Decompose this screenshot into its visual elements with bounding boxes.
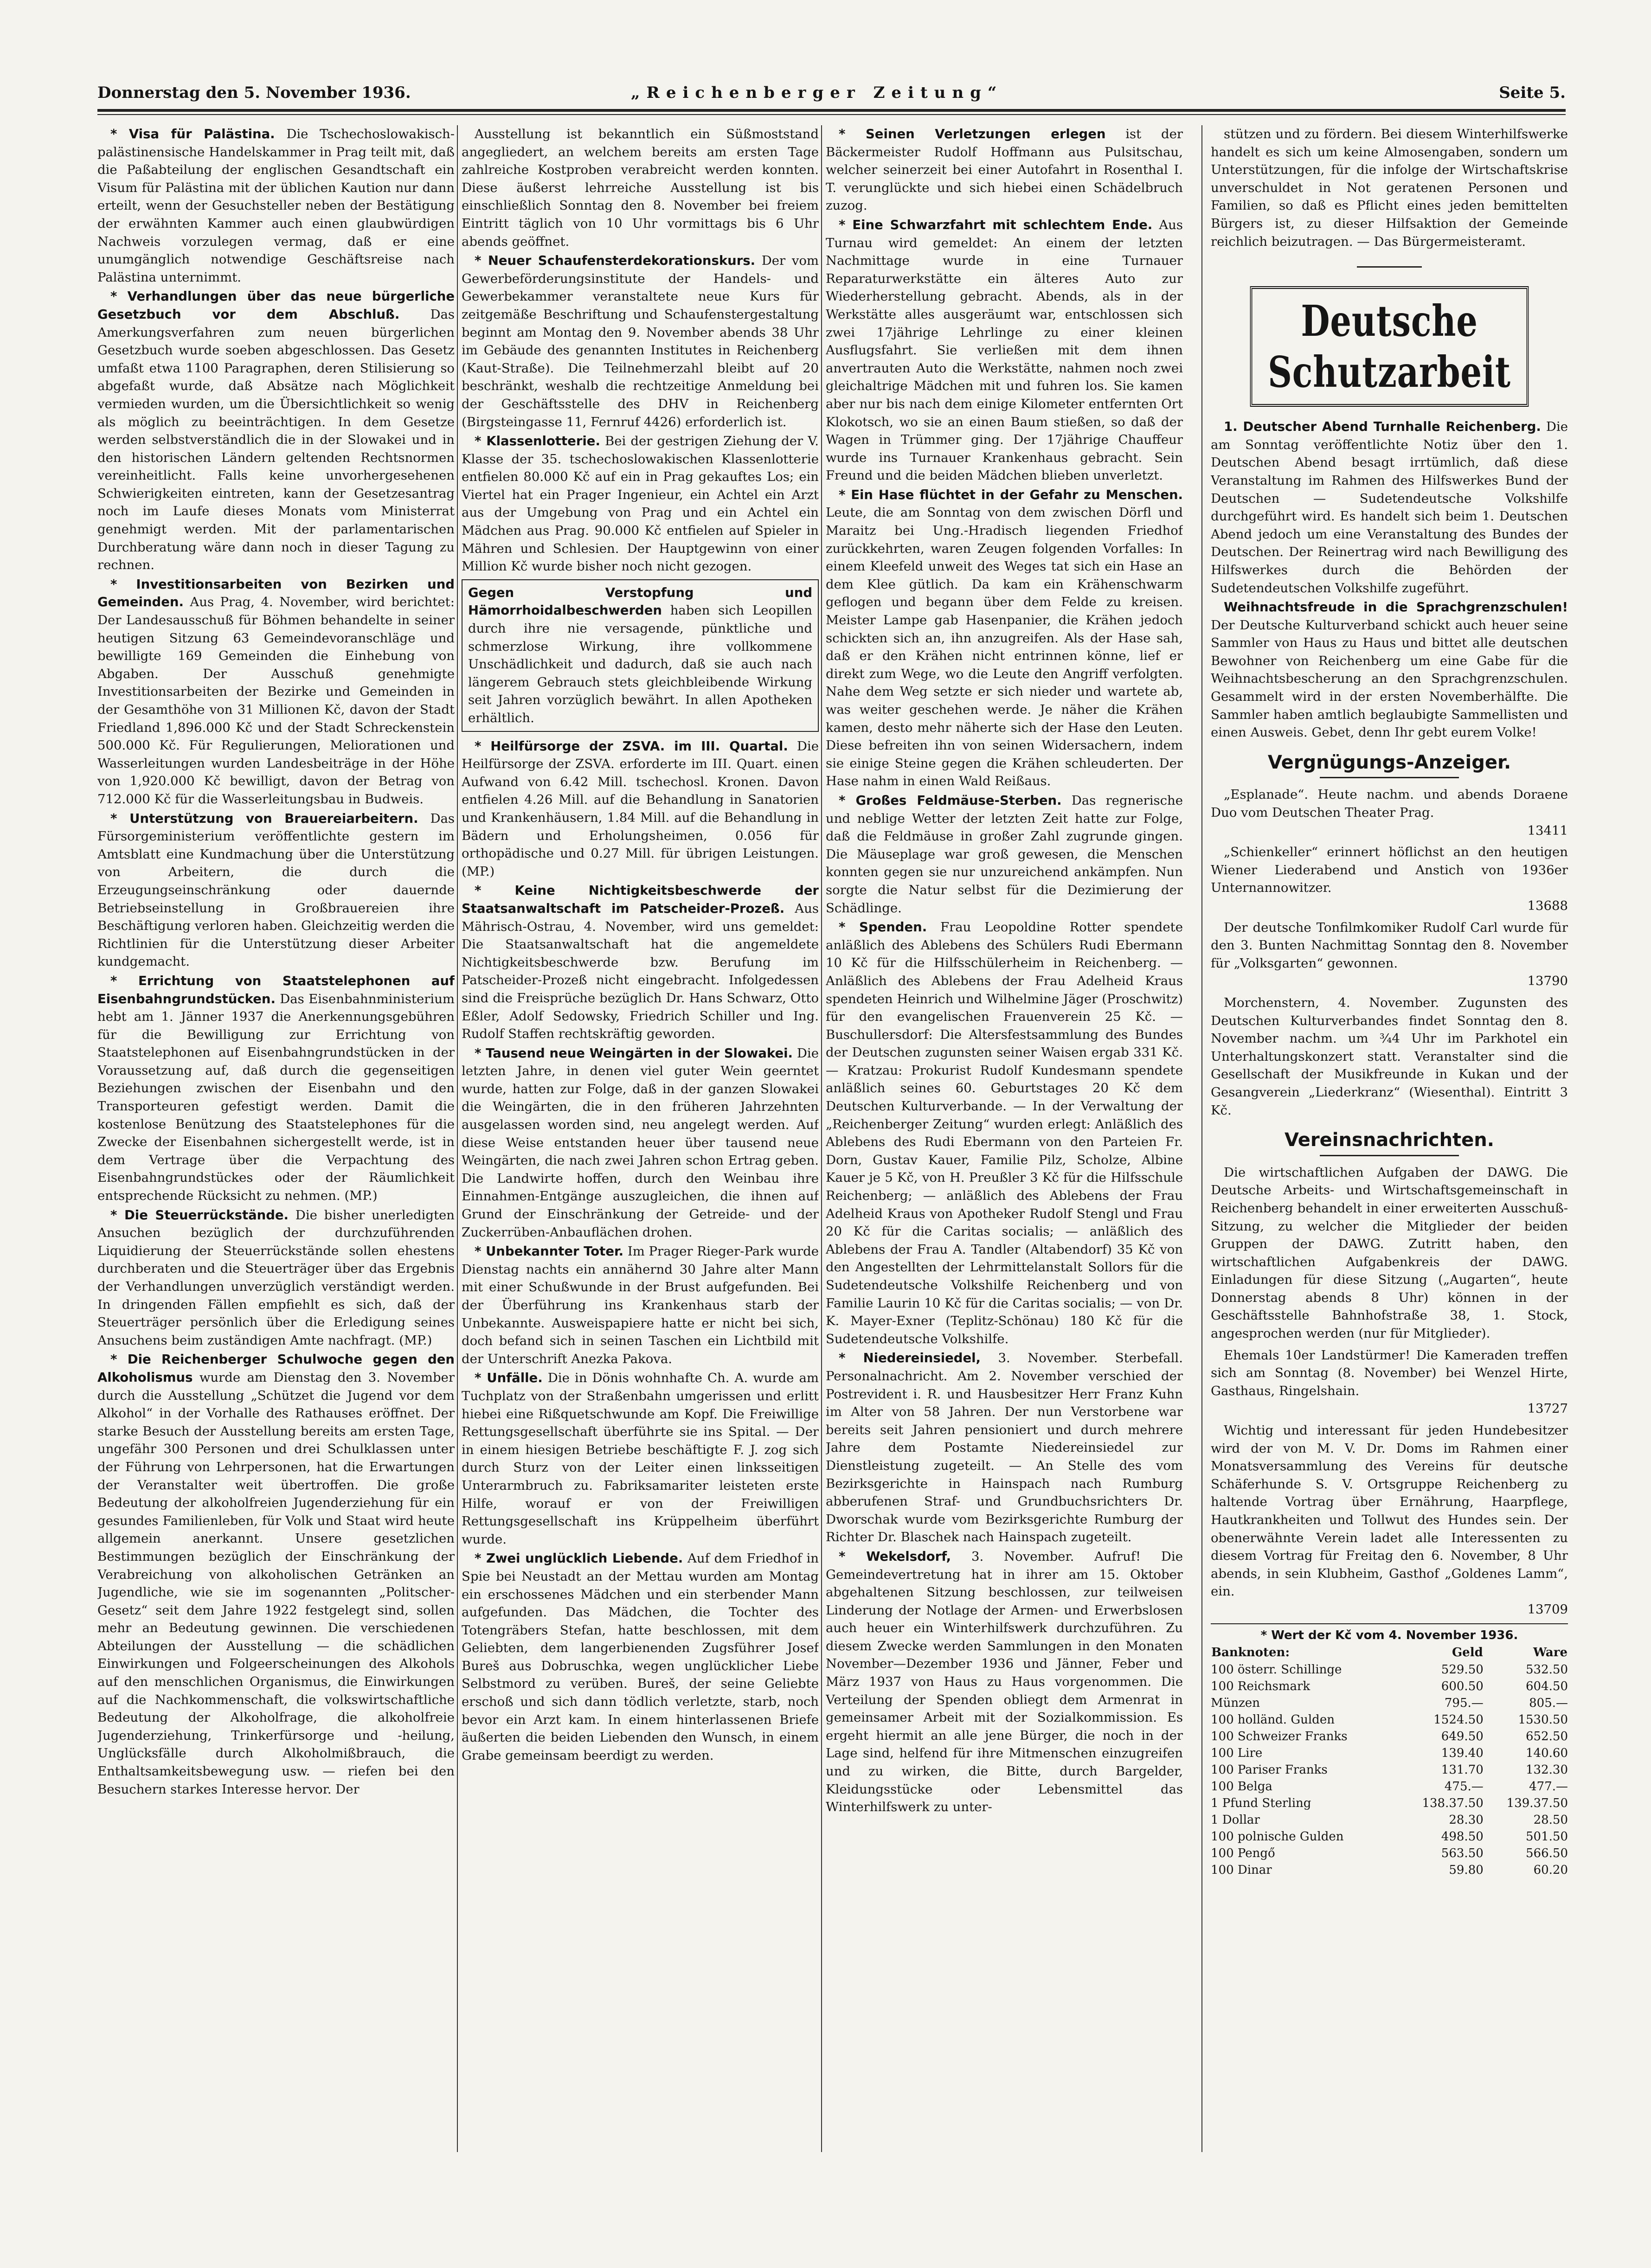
- article: [97, 125, 455, 286]
- currency-name: 1 Pfund Sterling: [1211, 1796, 1311, 1810]
- article-paragraph: [462, 125, 819, 250]
- article: [462, 1044, 819, 1242]
- advertisement: [462, 579, 819, 732]
- rate-sell: 532.50: [1526, 1662, 1568, 1677]
- article: [97, 972, 455, 1205]
- article-body: Der vom Gewerbeförderungsinstitute der Handels- und Gewerbekammer veranstaltete neue Kurs für zeitgemäße Beschriftung und Schaufenstergestaltung beginnt am Montag den 9. November abends 38 Uhr im Gebäude des genannten Institutes in Reichenberg (Kaut-Straße). Die Teilnehmerzahl bleibt auf 20 beschränkt, weshalb die rechtzeitige Anmeldung bei der Geschäftsstelle des DHV in Reichenberg (Birgsteingasse 11, Fernruf 4426) erforderlich ist.: [462, 253, 819, 429]
- rate-buy: 475.—: [1444, 1779, 1484, 1794]
- article-body: Die in Dönis wohnhafte Ch. A. wurde am Tuchplatz von der Straßenbahn umgerissen und erlitt hiebei eine Rißquetschwunde am Kopf. Die Freiwillige Rettungsgesellschaft überführte sie ins Spital. — Der in einem hiesigen Betriebe beschäftigte F. J. zog sich durch Sturz von der Leiter einen linksseitigen Unterarmbruch zu. Fabriksamariter leisteten erste Hilfe, worauf er von der Freiwilligen Rettungsgesellschaft ins Krüppelheim überführt wurde.: [462, 1371, 819, 1547]
- column-divider: [821, 125, 822, 2152]
- article: [462, 1369, 819, 1548]
- article-paragraph: [462, 1243, 819, 1368]
- article: [826, 1349, 1183, 1546]
- notice-item: [1211, 843, 1568, 915]
- article-paragraph: [826, 792, 1183, 917]
- article-body: ist der Bäckermeister Rudolf Hoffmann aus Pulsitschau, welcher seinerzeit bei einer Autofahrt in Rosenthal I. T. verunglückte und sich hiebei einen Schädelbruch zuzog.: [826, 127, 1183, 213]
- article-paragraph: [462, 1044, 819, 1242]
- notice-paragraph: [1211, 919, 1568, 973]
- article-paragraph: [462, 252, 819, 431]
- notice-item: [1211, 1422, 1568, 1619]
- rate-sell: 501.50: [1526, 1829, 1568, 1844]
- currency-name: 100 Dinar: [1211, 1863, 1272, 1877]
- article-body: wurde am Dienstag den 3. November durch die Ausstellung „Schützet die Jugend vor dem Alkohol“ in der Vorhalle des Rathauses eröffnet. Der starke Besuch der Ausstellung bereits am ersten Tage, ungefähr 300 Personen und drei Schulklassen unter der Führung von Lehrpersonen, hat die Erwartungen der Veranstalter weit übertroffen. Die große Bedeutung der alkoholfreien Jugenderziehung für ein gesundes Familienleben, für Volk und Staat wird heute allgemein anerkannt. Unsere gesetzlichen Bestimmungen bezüglich der Einschränkung der Verabreichung von alkoholischen Getränken an Jugendliche, wie sie im sogenannten „Politscher-Gesetz“ seit dem Jahre 1922 festgelegt sind, sollen mehr an Bedeutung gewinnen. Die verschiedenen Abteilungen der Ausstellung — die schädlichen Einwirkungen und Folgeerscheinungen des Alkohols auf den menschlichen Organismus, die Einwirkungen auf die Nachkommenschaft, die volkswirtschaftliche Bedeutung der Alkoholfrage, die alkoholfreie Jugenderziehung, Trinkerfürsorge und -heilung, Unglücksfälle durch Alkoholmißbrauch, die Enthaltsamkeitsbewegung usw. — riefen bei den Besuchern starkes Interesse hervor. Der: [97, 1370, 455, 1797]
- table-header-row: [1211, 1644, 1568, 1661]
- article-paragraph: [97, 810, 455, 971]
- column-1: [97, 125, 455, 2152]
- article: [826, 918, 1183, 1348]
- section-underline: [1320, 1155, 1459, 1156]
- article-continuation: stützen und zu fördern. Bei diesem Winterhilfswerke handelt es sich um keine Almosengaben, sondern um Unterstützungen, für die infolge der Wirtschaftskrise unverschuldet in Not geratenen Personen und Familien, so daß es Pflicht eines jeden bemittelten Bürgers ist, zu dieser Hilfsaktion der Gemeinde reichlich beizutragen. — Das Bürgermeisteramt.: [1211, 127, 1568, 249]
- column-divider: [1201, 125, 1202, 2152]
- article-body: Auf dem Friedhof in Spie bei Neustadt an der Mettau wurden am Montag ein erschossenes Mädchen und ein sterbender Mann aufgefunden. Das Mädchen, die Tochter des Totengräbers Stefan, hatte beschlossen, mit dem Geliebten, dem langerbienenden Zugsführer Josef Bureš aus Dobruschka, wegen unglücklicher Liebe Selbstmord zu verüben. Bureš, der seine Geliebte erschoß und sich dann tödlich verletzte, starb, noch bevor ein Arzt kam. In einem hinterlassenen Briefe äußerten die beiden Liebenden den Wunsch, in einem Grabe gemeinsam beerdigt zu werden.: [462, 1551, 819, 1763]
- article-paragraph: [97, 576, 455, 808]
- notice-item: [1211, 919, 1568, 990]
- article-title: * Großes Feldmäuse-Sterben.: [839, 793, 1062, 808]
- page-header: [97, 83, 1566, 111]
- table-row: [1211, 1862, 1568, 1878]
- article: [462, 737, 819, 881]
- article-title: * Verhandlungen über das neue bürgerliche Gesetzbuch vor dem Abschluß.: [97, 289, 455, 322]
- table-row: [1211, 1745, 1568, 1762]
- header-rule: [97, 109, 1566, 112]
- article-body: Die Heilfürsorge der ZSVA. erforderte im III. Quart. einen Aufwand von 6.42 Mill. tschechosl. Kronen. Davon entfielen 4.26 Mill. auf die Behandlung in Sanatorien und Krankenhäusern, 1.84 Mill. auf die Behandlung in Bädern und Erholungsheimen, 0.056 für orthopädische und 0.27 Mill. für übrigen Leistungen. (MP.): [462, 738, 819, 879]
- article-title: * Seinen Verletzungen erlegen: [839, 127, 1106, 141]
- rate-buy: 600.50: [1441, 1679, 1484, 1693]
- article-title: * Visa für Palästina.: [110, 127, 275, 141]
- schutz-articles: [1211, 418, 1568, 742]
- rate-sell: 652.50: [1526, 1729, 1568, 1743]
- article-title: * Unterstützung von Brauereiarbeitern.: [110, 811, 418, 826]
- article-title: * Klassenlotterie.: [475, 434, 600, 449]
- notice-item: [1211, 1164, 1568, 1343]
- table-header: Banknoten:: [1211, 1645, 1290, 1659]
- column-2: [462, 125, 819, 2152]
- article: [1211, 418, 1568, 597]
- column-4: [1211, 125, 1568, 2152]
- article: [826, 125, 1183, 215]
- table-row: [1211, 1695, 1568, 1711]
- notice-paragraph: [1211, 786, 1568, 821]
- article-paragraph: [462, 1550, 819, 1764]
- article-body: Aus Prag, 4. November, wird berichtet: Der Landesausschuß für Böhmen behandelte in seiner heutigen Sitzung 63 Gemeindevoranschläge und bewilligte 169 Gemeinden die Einhebung von Abgaben. Der Ausschuß genehmigte Investitionsarbeiten der Bezirke und Gemeinden in der Gesamthöhe von 31 Millionen Kč, davon der Stadt Friedland 1,896.000 Kč und der Stadt Schreckenstein 500.000 Kč. Für Regulierungen, Meliorationen und Wasserleitungen wurden Landesbeiträge in der Höhe von 1,920.000 Kč bewilligt, davon der Betrag von 712.000 Kč für die Wasserleitungsbau in Budweis.: [97, 595, 455, 807]
- article: [97, 1351, 455, 1798]
- notice-body: Die Deutsche Arbeits- und Wirtschaftsgemeinschaft in Reichenberg behandelt in einer erweiterten Ausschuß-Sitzung, zu welcher die Mitglieder der beiden Gruppen der DAWG. Zutritt haben, den wirtschaftlichen Aufgabenkreis der DAWG. Einladungen für diese Sitzung („Augarten“, heute Donnerstag abends 8 Uhr) können in der Geschäftsstelle Bahnhofstraße 38, 1. Stock, angesprochen werden (nur für Mitglieder).: [1211, 1165, 1568, 1341]
- article-body: Der Deutsche Kulturverband schickt auch heuer seine Sammler von Haus zu Haus und bittet alle deutschen Bewohner von Reichenberg um eine Gabe für die Weihnachtsbescherung an den Sprachgrenzschulen. Gesammelt wird in der ersten Novemberhälfte. Die Sammler haben amtlich beglaubigte Sammellisten und einen Ausweis. Gebet, denn Ihr gebt eurem Volke!: [1211, 617, 1568, 740]
- article: [826, 486, 1183, 790]
- article: [826, 1548, 1183, 1816]
- article-body: Frau Leopoldine Rotter spendete anläßlich des Ablebens des Schülers Rudi Ebermann 10 Kč für die Hilfsschülerheim in Reichenberg. — Anläßlich des Ablebens der Frau Adelheid Kraus spendeten Heinrich und Wilhelmine Jäger (Proschwitz) für den evangelischen Frauenverein 25 Kč. — Buschullersdorf: Die Altersfestsammlung des Bundes der Deutschen zugunsten seiner Waisen ergab 331 Kč. — Kratzau: Prokurist Rudolf Kundesmann spendete anläßlich seines 60. Geburtstages 20 Kč dem Deutschen Kulturverbande. — In der Verwaltung der „Reichenberger Zeitung“ wurden erlegt: Anläßlich des Ablebens des Rudi Ebermann von den Parteien Fr. Dorn, Gustav Kauer, Familie Pilz, Scholze, Albine Kauer je 5 Kč, von H. Preußler 3 Kč für die Hilfsschule Reichenberg; — anläßlich des Ablebens der Frau Adelheid Kraus von Apotheker Rudolf Stengl und Frau 20 Kč für die Caritas socialis; — anläßlich des Ablebens der Frau A. Tandler (Altabendorf) 35 Kč von den Angestellten der Lehrmittelanstalt Sollors für die Sudetendeutsche Volkshilfe Reichenberg und von Familie Laurin 10 Kč für die Caritas socialis; — von Dr. K. Mayer-Exner (Teplitz-Schönau) 180 Kč für die Sudetendeutsche Volkshilfe.: [826, 920, 1183, 1346]
- article-paragraph: [462, 1369, 819, 1548]
- article: [1211, 598, 1568, 742]
- section-underline: [1320, 777, 1459, 778]
- article: [462, 125, 819, 250]
- article-title: * Niedereinsiedel,: [839, 1351, 981, 1366]
- table-row: [1211, 1661, 1568, 1678]
- article: [97, 288, 455, 574]
- article-title: * Tausend neue Weingärten in der Slowakei.: [475, 1045, 793, 1061]
- rate-buy: 529.50: [1441, 1662, 1484, 1677]
- article: [97, 576, 455, 808]
- header-paper-title: „Reichenberger Zeitung“: [631, 83, 1003, 102]
- rate-sell: 140.60: [1526, 1746, 1568, 1760]
- article-paragraph: [826, 918, 1183, 1348]
- article-title: * Keine Nichtigkeitsbeschwerde der Staatsanwaltschaft im Patscheider-Prozeß.: [462, 883, 819, 916]
- notice-body: wurde für den 3. Bunten Nachmittag Sonntag den 8. November für „Volksgarten“ gewonnen.: [1211, 920, 1568, 971]
- rate-sell: 805.—: [1529, 1696, 1568, 1710]
- article-paragraph: [1211, 598, 1568, 742]
- currency-name: 100 Reichsmark: [1211, 1679, 1311, 1693]
- currency-name: 100 Belga: [1211, 1779, 1272, 1794]
- article-title: * Neuer Schaufensterdekorationskurs.: [475, 253, 756, 269]
- notice-title: Morchenstern,: [1224, 995, 1319, 1010]
- notice-code: 13709: [1527, 1602, 1568, 1617]
- rate-sell: 132.30: [1526, 1762, 1568, 1777]
- notice-body: 4. November. Zugunsten des Deutschen Kulturverbandes findet Sonntag den 8. November nachm. um ¾4 Uhr im Parkhotel ein Unterhaltungskonzert statt. Veranstalter sind die Gesellschaft der Musikfreunde in Kukan und der Gesangverein „Liederkranz“ (Wiesenthal). Eintritt 3 Kč.: [1211, 995, 1568, 1118]
- notice-item: [1211, 1346, 1568, 1418]
- table-header: Geld: [1452, 1645, 1483, 1659]
- currency-name: 100 österr. Schillinge: [1211, 1662, 1342, 1677]
- article-title: * Unbekannter Toter.: [475, 1244, 624, 1259]
- notice-paragraph: [1211, 843, 1568, 897]
- article-paragraph: [462, 737, 819, 881]
- article: [462, 432, 819, 576]
- notice-paragraph: [1211, 1422, 1568, 1601]
- currency-name: 100 holländ. Gulden: [1211, 1712, 1335, 1727]
- rate-sell: 1530.50: [1518, 1712, 1568, 1727]
- notice-body: wird der von M. V. Dr. Doms im Rahmen einer Monatsversammlung des Vereins für deutsche Schäferhunde S. V. Ortsgruppe Reichenberg zu haltende Vortrag über Ernährung, Haarpflege, Hautkrankheiten und Tollwut des Hundes sein. Der obenerwähnte Verein ladet alle Interessenten zu diesem Vortrag für Freitag den 6. November, 8 Uhr abends, in sein Klubheim, Gasthof „Goldenes Lamm“, ein.: [1211, 1441, 1568, 1599]
- article-title: * Die Reichenberger Schulwoche gegen den Alkoholismus: [97, 1352, 455, 1385]
- table-row: [1211, 1762, 1568, 1778]
- article-body: Im Prager Rieger-Park wurde Dienstag nachts ein annähernd 30 Jahre alter Mann mit einer Schußwunde in der Brust aufgefunden. Bei der Überführung ins Krankenhaus starb der Unbekannte. Ausweispapiere hatte er nicht bei sich, doch befand sich in seinen Taschen ein Lichtbild mit der Unterschrift Anezka Pakova.: [462, 1244, 819, 1366]
- rate-buy: 138.37.50: [1422, 1796, 1484, 1810]
- table-row: [1211, 1845, 1568, 1862]
- article-body: Aus Mährisch-Ostrau, 4. November, wird uns gemeldet: Die Staatsanwaltschaft hat die angemeldete Nichtigkeitsbeschwerde bzw. Berufung im Patscheider-Prozeß nicht eingebracht. Infolgedessen sind die Freisprüche bezüglich Dr. Hans Schwarz, Otto Eßler, Adolf Sedowsky, Friedrich Schiller und Ing. Rudolf Staffen rechtskräftig geworden.: [462, 901, 819, 1042]
- article-body: Leute, die am Sonntag von dem zwischen Dörfl und Maraitz bei Ung.-Hradisch liegenden Friedhof zurückkehrten, waren Zeugen folgenden Vorfalles: In einem Kleefeld unweit des Weges tat sich ein Hase an dem Klee gütlich. Da kam ein Krähenschwarm geflogen und begann über dem Felde zu kreisen. Meister Lampe gab Hasenpanier, die Krähen jedoch schickten sich an, ihn anzugreifen. Als der Hase sah, daß er den Krähen nicht entrinnen könne, lief er direkt zum Wege, wo die Leute den Angriff verfolgten. Nahe dem Weg setzte er sich nieder und wartete ab, was weiter geschehen werde. Je näher die Krähen kamen, desto mehr näherte sich der Hase den Leuten. Diese befreiten ihn von seinen Widersachern, indem sie einige Steine gegen die Krähen schleuderten. Der Hase nahm in einen Wald Reißaus.: [826, 505, 1183, 789]
- rate-buy: 563.50: [1441, 1846, 1484, 1860]
- rate-buy: 1524.50: [1433, 1712, 1484, 1727]
- rate-sell: 604.50: [1526, 1679, 1568, 1693]
- article-body: Das Eisenbahnministerium hebt am 1. Jänner 1937 die Anerkennungsgebühren für die Bewilligung zur Errichtung von Staatstelephonen auf Eisenbahngrundstücken in der Voraussetzung auf, daß durch die gegenseitigen Beziehungen zwischen der Eisenbahn und den Transporteuren gefestigt werden. Damit die kostenlose Benützung des Staatstelephones für die Zwecke der Eisenbahnen sichergestellt werde, ist in dem Vertrage über die Verpachtung des Eisenbahngrundstückes oder der Räumlichkeit entsprechende Rücksicht zu nehmen. (MP.): [97, 991, 455, 1204]
- currency-name: 100 Pariser Franks: [1211, 1762, 1328, 1777]
- notice-title: Die wirtschaftlichen Aufgaben der DAWG.: [1224, 1165, 1533, 1180]
- notice-body: Die Kameraden treffen sich am Sonntag (8. November) bei Wenzel Hirte, Gasthaus, Ringelshain.: [1211, 1347, 1568, 1398]
- article-paragraph: [97, 125, 455, 286]
- article-title: * Errichtung von Staatstelephonen auf Eisenbahngrundstücken.: [97, 973, 455, 1006]
- rate-buy: 649.50: [1441, 1729, 1484, 1743]
- currency-name: 100 Pengő: [1211, 1846, 1275, 1860]
- article-paragraph: [97, 1351, 455, 1798]
- article-title: Weihnachtsfreude in die Sprachgrenzschulen!: [1224, 600, 1568, 615]
- article-paragraph: [1211, 418, 1568, 597]
- vergnuegen-list: [1211, 786, 1568, 1119]
- article-title: * Heilfürsorge der ZSVA. im III. Quartal.: [475, 738, 788, 754]
- article-paragraph: [97, 972, 455, 1205]
- article: [462, 1550, 819, 1764]
- notice-body: Heute nachm. und abends Doraene Duo vom Deutschen Theater Prag.: [1211, 787, 1568, 820]
- article-body: Die am Sonntag veröffentlichte Notiz über den 1. Deutschen Abend besagt irrtümlich, daß diese Veranstaltung im Rahmen des Hilfswerkes Bund der Deutschen — Sudetendeutsche Volkshilfe durchgeführt wird. Es handelt sich beim 1. Deutschen Abend jedoch um eine Veranstaltung des Bundes der Deutschen. Der Reinertrag wird nach Bewilligung des Hilfswerkes durch die Behörden der Sudetendeutschen Volkshilfe zugeführt.: [1211, 419, 1568, 596]
- article-body: Bei der gestrigen Ziehung der V. Klasse der 35. tschechoslowakischen Klassenlotterie entfielen 80.000 Kč auf ein in Prag gekauftes Los; ein Viertel hat ein Prager Ingenieur, ein Achtel ein Arzt aus der Umgebung von Prag und ein Achtel ein Mädchen aus Prag. 90.000 Kč entfielen auf Spieler in Mähren und Schlesien. Der Hauptgewinn von einer Million Kč wurde bisher noch nicht gezogen.: [462, 434, 819, 574]
- article-paragraph: [97, 288, 455, 574]
- exchange-rates-table: [1211, 1644, 1568, 1878]
- notice-paragraph: [1211, 1346, 1568, 1400]
- article-title: * Investitionsarbeiten von Bezirken und Gemeinden.: [97, 577, 455, 610]
- table-row: [1211, 1711, 1568, 1728]
- notice-body: erinnert höflichst an den heutigen Wiener Liederabend und Anstich von 1936er Unternannowitzer.: [1211, 845, 1568, 896]
- header-rule-thin: [97, 114, 1566, 115]
- article-body: 3. November. Sterbefall. Personalnachricht. Am 2. November verschied der Postrevident i. R. und Hausbesitzer Herr Franz Kuhn im Alter von 58 Jahren. Der nun Verstorbene war bereits seit Jahren pensioniert und durch mehrere Jahre dem Postamte Niedereinsiedel zur Dienstleistung zugeteilt. — An Stelle des vom Bezirksgerichte in Hainspach nach Rumburg abberufenen Straf- und Grundbuchsrichters Dr. Dworschak wurde vom Bezirksgerichte Rumburg der Richter Dr. Blaschek nach Hainspach zugeteilt.: [826, 1351, 1183, 1545]
- exchange-rates-title: * Wert der Kč vom 4. November 1936.: [1260, 1628, 1518, 1642]
- currency-name: 1 Dollar: [1211, 1813, 1260, 1827]
- article-title: 1. Deutscher Abend Turnhalle Reichenberg.: [1224, 419, 1541, 435]
- article: [97, 1206, 455, 1350]
- rate-sell: 477.—: [1529, 1779, 1568, 1794]
- article-title: * Ein Hase flüchtet in der Gefahr zu Menschen.: [839, 487, 1183, 502]
- article-body: 3. November. Aufruf! Die Gemeindevertretung hat in ihrer am 15. Oktober abgehaltenen Sitzung beschlossen, zur teilweisen Linderung der Notlage der Armen- und Erwerbslosen auch heuer ein Winterhilfswerk durchzuführen. Zu diesem Zwecke werden Sammlungen in den Monaten November—Dezember 1936 und Jänner, Feber und März 1937 von Haus zu Haus vorgenommen. Die Verteilung der Spenden obliegt dem Armenrat in gemeinsamer Arbeit mit der Sozialkommission. Es ergeht hiermit an alle jene Bürger, die noch in der Lage sind, helfend für ihre Mitmenschen einzugreifen und zu wirken, die Bitte, durch Bargelder, Kleidungsstücke oder Lebensmittel das Winterhilfswerk zu unter-: [826, 1549, 1183, 1815]
- article-title: Gegen Verstopfung und Hämorrhoidalbeschwerden: [468, 585, 812, 618]
- table-row: [1211, 1795, 1568, 1812]
- rate-sell: 139.37.50: [1506, 1796, 1568, 1810]
- notice-title: „Schienkeller“: [1224, 845, 1318, 860]
- rate-buy: 28.30: [1449, 1813, 1484, 1827]
- article-paragraph: [826, 1548, 1183, 1816]
- column-3: [826, 125, 1183, 2152]
- article-title: * Die Steuerrückstände.: [110, 1207, 289, 1223]
- notice-code: 13411: [1527, 823, 1568, 838]
- article-body: Das Fürsorgeministerium veröffentlichte gestern im Amtsblatt eine Kundmachung über die Unterstützung von Arbeitern, die durch die Erzeugungseinschränkung oder dauernde Betriebseinstellung in Großbrauereien ihre Beschäftigung verloren haben. Gleichzeitig werden die Richtlinien für die Unterstützung dieser Arbeiter kundgemacht.: [97, 811, 455, 969]
- notice-code: 13688: [1527, 898, 1568, 913]
- notice-title: Ehemals 10er Landstürmer!: [1224, 1347, 1411, 1363]
- article-title: * Spenden.: [839, 920, 927, 935]
- table-row: [1211, 1828, 1568, 1845]
- table-row: [1211, 1812, 1568, 1828]
- article-paragraph: [826, 486, 1183, 790]
- header-page-number: Seite 5.: [1499, 83, 1566, 102]
- article: [462, 252, 819, 431]
- currency-name: 100 polnische Gulden: [1211, 1829, 1344, 1844]
- section-banner: Deutsche Schutzarbeit: [1250, 286, 1529, 407]
- rate-buy: 498.50: [1441, 1829, 1484, 1844]
- article: [826, 792, 1183, 917]
- table-row: [1211, 1678, 1568, 1695]
- notice-title: „Esplanade“.: [1224, 787, 1309, 802]
- article-paragraph: [826, 216, 1183, 485]
- article-paragraph: [462, 432, 819, 576]
- article-title: * Wekelsdorf,: [839, 1549, 951, 1564]
- notice-item: [1211, 994, 1568, 1119]
- rate-buy: 795.—: [1444, 1696, 1484, 1710]
- header-date: Donnerstag den 5. November 1936.: [97, 83, 411, 102]
- article-body: Die bisher unerledigten Ansuchen bezüglich der durchzuführenden Liquidierung der Steuerrückstände sollen ehestens durchberaten und die Steuerträger über das Ergebnis der Verhandlungen unverzüglich verständigt werden. In dringenden Fällen empfiehlt es sich, daß der Steuerträger persönlich über die Erledigung seines Ansuchens beim zuständigen Amte nachfragt. (MP.): [97, 1207, 455, 1348]
- notice-paragraph: [1211, 994, 1568, 1119]
- notice-code: 13790: [1527, 974, 1568, 989]
- article-paragraph: [462, 882, 819, 1043]
- currency-name: Münzen: [1211, 1696, 1260, 1710]
- article-title: * Unfälle.: [475, 1371, 543, 1386]
- article-body: Die letzten Jahre, in denen viel guter Wein geerntet wurde, hatten zur Folge, daß in der ganzen Slowakei die Weingärten, die in den früheren Jahrzehnten ausgelassen worden sind, neu angelegt werden. Auf diese Weise entstanden heuer über tausend neue Weingärten, die nach zwei Jahren schon Ertrag geben. Die Landwirte hoffen, durch den Weinbau ihre Einnahmen-Entgänge auszugleichen, die ihnen auf Grund der Einschränkung der Getreide- und der Zuckerrüben-Anbauflächen drohen.: [462, 1045, 819, 1240]
- notice-paragraph: [1211, 1164, 1568, 1343]
- notice-code: 13727: [1527, 1401, 1568, 1416]
- currency-name: 100 Schweizer Franks: [1211, 1729, 1348, 1743]
- rate-buy: 139.40: [1441, 1746, 1484, 1760]
- notice-title: Wichtig und interessant für jeden Hundebesitzer: [1224, 1423, 1568, 1438]
- table-row: [1211, 1728, 1568, 1745]
- article-paragraph: [826, 125, 1183, 215]
- section-divider: [1357, 266, 1422, 268]
- article-body: haben sich Leopillen durch ihre nie versagende, pünktliche und schmerzlose Wirkung, ihre vollkommene Unschädlichkeit und dadurch, daß sie auch nach längerem Gebrauch stets gleichbleibende Wirkung seit Jahren vorzüglich bewährt. In allen Apotheken erhältlich.: [468, 603, 812, 725]
- section-title-vereine: Vereinsnachrichten.: [1285, 1129, 1494, 1151]
- notice-title: Der deutsche Tonfilmkomiker Rudolf Carl: [1224, 920, 1498, 935]
- rate-sell: 28.50: [1533, 1813, 1568, 1827]
- table-header: Ware: [1533, 1645, 1567, 1659]
- article-body: Die Tschechoslowakisch-palästinensische Handelskammer in Prag teilt mit, daß die Paßabteilung der englischen Gesandtschaft ein Visum für Palästina mit der üblichen Kaution nur dann erteilt, wenn der Gesuchsteller neben der Bestätigung der erwähnten Kammer auch einen glaubwürdigen Nachweis vorzulegen vermag, daß er eine unumgänglich notwendige Geschäftsreise nach Palästina unternimmt.: [97, 127, 455, 285]
- article: [462, 882, 819, 1043]
- rate-buy: 59.80: [1449, 1863, 1484, 1877]
- article: [97, 810, 455, 971]
- article-body: Aus Turnau wird gemeldet: An einem der letzten Nachmittage wurde in eine Turnauer Reparaturwerkstätte ein älteres Auto zur Wiederherstellung gebracht. Abends, als in der Werkstätte alles ausgeräumt war, entschlossen sich zwei 17jährige Lehrlinge zu einer kleinen Ausflugsfahrt. Sie verließen mit dem ihnen anvertrauten Auto die Werkstätte, nahmen noch zwei gleichaltrige Mädchen mit und fuhren los. Sie kamen aber nur bis nach dem einige Kilometer entfernten Ort Klokotsch, wo sie an einen Baum stießen, so daß der Wagen in Trümmer ging. Der 17jährige Chauffeur wurde ins Turnauer Krankenhaus gebracht. Sein Freund und die beiden Mädchen blieben unverletzt.: [826, 217, 1183, 483]
- article: [462, 1243, 819, 1368]
- article-paragraph: [97, 1206, 455, 1350]
- article-title: * Zwei unglücklich Liebende.: [475, 1551, 683, 1566]
- article: [1211, 125, 1568, 250]
- exchange-rates-body: [1211, 1661, 1568, 1878]
- rate-sell: 566.50: [1526, 1846, 1568, 1860]
- article-body: Das Amerkungsverfahren zum neuen bürgerlichen Gesetzbuch wurde soeben abgeschlossen. Das Gesetz umfaßt etwa 1100 Paragraphen, deren Stilisierung so abgefaßt wurde, daß Absätze nach Möglichkeit vermieden wurden, um die Übersichtlichkeit so wenig als möglich zu beeinträchtigen. In dem Gesetze werden selbstverständlich die in der Slowakei und in den historischen Ländern geltenden Rechtsnormen vereinheitlicht. Falls keine unvorhergesehenen Schwierigkeiten eintreten, kann der Gesetzesantrag noch im Laufe dieses Monats vom Ministerrat genehmigt werden. Mit der parlamentarischen Durchberatung wäre dann noch in dieser Tagung zu rechnen.: [97, 307, 455, 573]
- verein-list: [1211, 1164, 1568, 1619]
- article-paragraph: [468, 584, 812, 727]
- article-paragraph: [826, 1349, 1183, 1546]
- rate-buy: 131.70: [1441, 1762, 1484, 1777]
- currency-name: 100 Lire: [1211, 1746, 1263, 1760]
- column-divider: [457, 125, 458, 2152]
- rate-sell: 60.20: [1533, 1863, 1568, 1877]
- table-row: [1211, 1778, 1568, 1795]
- exchange-rates: [1211, 1623, 1568, 1878]
- article-title: * Eine Schwarzfahrt mit schlechtem Ende.: [839, 217, 1153, 232]
- article-body: Das regnerische und neblige Wetter der letzten Zeit hatte zur Folge, daß die Feldmäuse in großer Zahl zugrunde gingen. Die Mäuseplage war groß gewesen, die Menschen konnten gegen sie nur unzureichend ankämpfen. Nun sorgte die Natur selbst für die Dezimierung der Schädlinge.: [826, 793, 1183, 916]
- section-title-vergnuegungen: Vergnügungs-Anzeiger.: [1267, 751, 1511, 773]
- article: [826, 216, 1183, 485]
- notice-item: [1211, 786, 1568, 839]
- article-body: Ausstellung ist bekanntlich ein Süßmoststand angegliedert, an welchem bereits am ersten Tage zahlreiche Kostproben verabreicht werden konnten. Diese äußerst lehrreiche Ausstellung ist bis einschließlich Sonntag den 8. November bei freiem Eintritt täglich von 10 Uhr vormittags bis 6 Uhr abends geöffnet.: [462, 127, 819, 249]
